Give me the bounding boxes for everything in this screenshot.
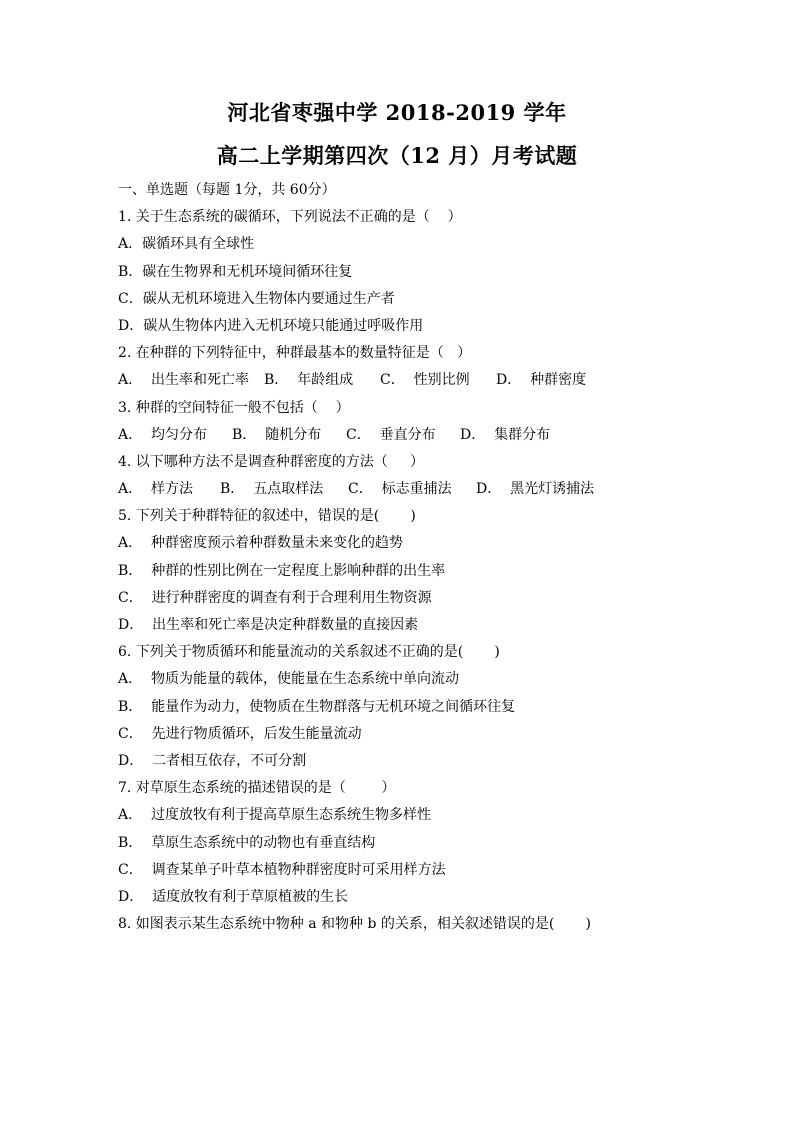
section-heading: 一、单选题（每题 1分，共 60分） bbox=[118, 182, 336, 198]
question-1-option-c: C．碳从无机环境进入生物体内要通过生产者 bbox=[118, 290, 395, 307]
question-4-option-c: C． 标志重捕法 bbox=[348, 481, 452, 498]
question-stem-8: 8. 如图表示某生态系统中物种 a 和物种 b 的关系，相关叙述错误的是( ) bbox=[118, 916, 591, 933]
question-1-option-d: D．碳从生物体内进入无机环境只能通过呼吸作用 bbox=[118, 317, 424, 334]
exam-subtitle: 高二上学期第四次（12 月）月考试题 bbox=[216, 143, 578, 168]
question-stem-4: 4. 以下哪种方法不是调查种群密度的方法（ ） bbox=[118, 453, 425, 470]
question-stem-1: 1. 关于生态系统的碳循环，下列说法不正确的是（ ） bbox=[118, 209, 462, 226]
question-6-option-b: B． 能量作为动力，使物质在生物群落与无机环境之间循环往复 bbox=[118, 698, 516, 715]
question-7-option-a: A． 过度放牧有利于提高草原生态系统生物多样性 bbox=[118, 807, 432, 824]
question-5-option-b: B． 种群的性别比例在一定程度上影响种群的出生率 bbox=[118, 562, 446, 579]
question-6-option-d: D． 二者相互依存，不可分割 bbox=[118, 752, 307, 769]
question-2-option-c: C． 性别比例 bbox=[380, 372, 470, 389]
question-2-options bbox=[118, 367, 718, 394]
question-3-option-d: D． 集群分布 bbox=[460, 426, 551, 443]
question-4-option-a: A． 样方法 bbox=[118, 481, 194, 498]
question-6-option-c: C． 先进行物质循环，后发生能量流动 bbox=[118, 725, 362, 742]
question-3-option-b: B． 随机分布 bbox=[232, 426, 322, 443]
question-4-options bbox=[118, 476, 718, 503]
question-stem-3: 3. 种群的空间特征一般不包括（ ） bbox=[118, 399, 350, 416]
question-3-options bbox=[118, 422, 718, 449]
question-stem-5: 5. 下列关于种群特征的叙述中，错误的是( ) bbox=[118, 508, 416, 525]
question-stem-7: 7. 对草原生态系统的描述错误的是（ ） bbox=[118, 780, 396, 797]
question-7-option-b: B． 草原生态系统中的动物也有垂直结构 bbox=[118, 834, 376, 851]
exam-title: 河北省枣强中学 2018-2019 学年 bbox=[227, 100, 567, 125]
question-1-option-b: B．碳在生物界和无机环境间循环往复 bbox=[118, 263, 353, 280]
question-list bbox=[118, 177, 718, 938]
question-5-option-d: D． 出生率和死亡率是决定种群数量的直接因素 bbox=[118, 617, 419, 633]
question-7-option-c: C． 调查某单子叶草本植物种群密度时可采用样方法 bbox=[118, 861, 446, 878]
question-1-option-a: A．碳循环具有全球性 bbox=[118, 236, 255, 253]
question-4-option-b: B． 五点取样法 bbox=[220, 481, 324, 498]
question-5-option-c: C． 进行种群密度的调查有利于合理利用生物资源 bbox=[118, 589, 432, 606]
question-6-option-a: A． 物质为能量的载体，使能量在生态系统中单向流动 bbox=[118, 671, 460, 688]
question-3-option-c: C． 垂直分布 bbox=[346, 426, 436, 443]
question-4-option-d: D． 黑光灯诱捕法 bbox=[476, 481, 595, 498]
question-3-option-a: A． 均匀分布 bbox=[118, 426, 208, 443]
question-2-option-a: A． 出生率和死亡率 bbox=[118, 372, 250, 389]
question-2-option-d: D． 种群密度 bbox=[496, 372, 587, 389]
question-stem-2: 2. 在种群的下列特征中，种群最基本的数量特征是（ ） bbox=[118, 345, 472, 362]
question-5-option-a: A． 种群密度预示着种群数量未来变化的趋势 bbox=[118, 535, 404, 552]
question-stem-6: 6. 下列关于物质循环和能量流动的关系叙述不正确的是( ) bbox=[118, 644, 500, 661]
question-2-option-b: B． 年龄组成 bbox=[264, 372, 354, 389]
question-7-option-d: D． 适度放牧有利于草原植被的生长 bbox=[118, 888, 349, 905]
